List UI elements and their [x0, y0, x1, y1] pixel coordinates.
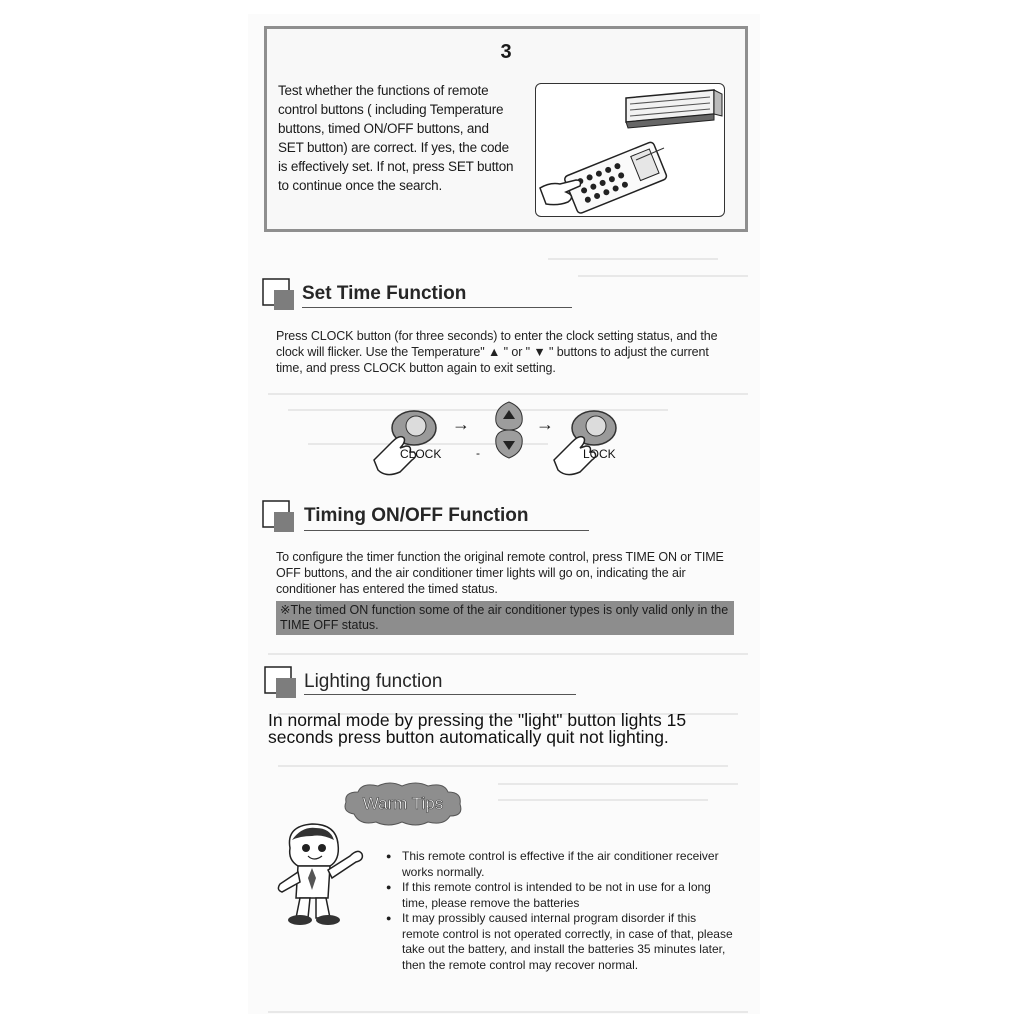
- cartoon-boy-icon: [272, 818, 382, 928]
- set-time-title: Set Time Function: [302, 283, 467, 304]
- section-square-icon: [262, 500, 296, 534]
- arrow-right-icon: →: [452, 414, 470, 434]
- warm-tips-list: [384, 849, 734, 973]
- press-clock-button-icon: [370, 398, 450, 478]
- set-time-description: Press CLOCK button (for three seconds) to enter the clock setting status, and the clock will flicker. Use the Temperature" ▲ " or " ▼ " buttons to adjust the current time, and press CLOCK button again to exit setting.: [276, 329, 718, 375]
- step-instructions: Test whether the functions of remote control buttons ( including Temperature buttons, timed ON/OFF buttons, and SET button) are correct. If yes, the code is effectively set. If not, press SET button to continue once the search.: [278, 83, 514, 193]
- timing-description: To configure the timer function the original remote control, press TIME ON or TIME OFF buttons, and the air conditioner timer lights will go on, indicating the air conditioner has entered the timed status.: [276, 550, 724, 596]
- clock-button-label-2: LOCK: [583, 447, 616, 461]
- set-time-heading: [262, 278, 574, 318]
- section-divider: [304, 530, 589, 531]
- separator-dash: -: [476, 446, 480, 460]
- air-conditioner-remote-icon: [535, 83, 725, 217]
- timing-heading: [262, 500, 592, 540]
- clock-sequence-diagram: [370, 394, 620, 480]
- section-divider: [304, 694, 576, 695]
- clock-button-label: CLOCK: [400, 447, 442, 461]
- tip-item: ● If this remote control is intended to be not in use for a long time, please remove the batteries: [384, 880, 734, 911]
- tip-item: ● This remote control is effective if the air conditioner receiver works normally.: [384, 849, 734, 880]
- section-square-icon: [264, 666, 298, 700]
- tip-item: ● It may prossibly caused internal program disorder if this remote control is not operated correctly, in case of that, please take out the battery, and install the batteries 35 minutes later, then the remote control may recover normal.: [384, 911, 734, 973]
- warm-tips-badge: Warm Tips: [362, 794, 444, 813]
- arrow-right-icon-2: →: [536, 414, 554, 434]
- press-clock-button-icon-2: [550, 398, 630, 478]
- lighting-title: Lighting function: [304, 671, 443, 692]
- step-number: 3: [500, 41, 512, 63]
- lighting-heading: [264, 666, 580, 706]
- timing-note: ※The timed ON function some of the air conditioner types is only valid only in the TIME OFF status.: [276, 601, 734, 635]
- lighting-description: In normal mode by pressing the "light" button lights 15 seconds press button automatically quit not lighting.: [268, 710, 687, 747]
- timing-title: Timing ON/OFF Function: [304, 505, 529, 526]
- temperature-up-down-icon: [492, 400, 526, 460]
- section-divider: [302, 307, 572, 308]
- step-3-panel: [264, 26, 748, 232]
- section-square-icon: [262, 278, 296, 312]
